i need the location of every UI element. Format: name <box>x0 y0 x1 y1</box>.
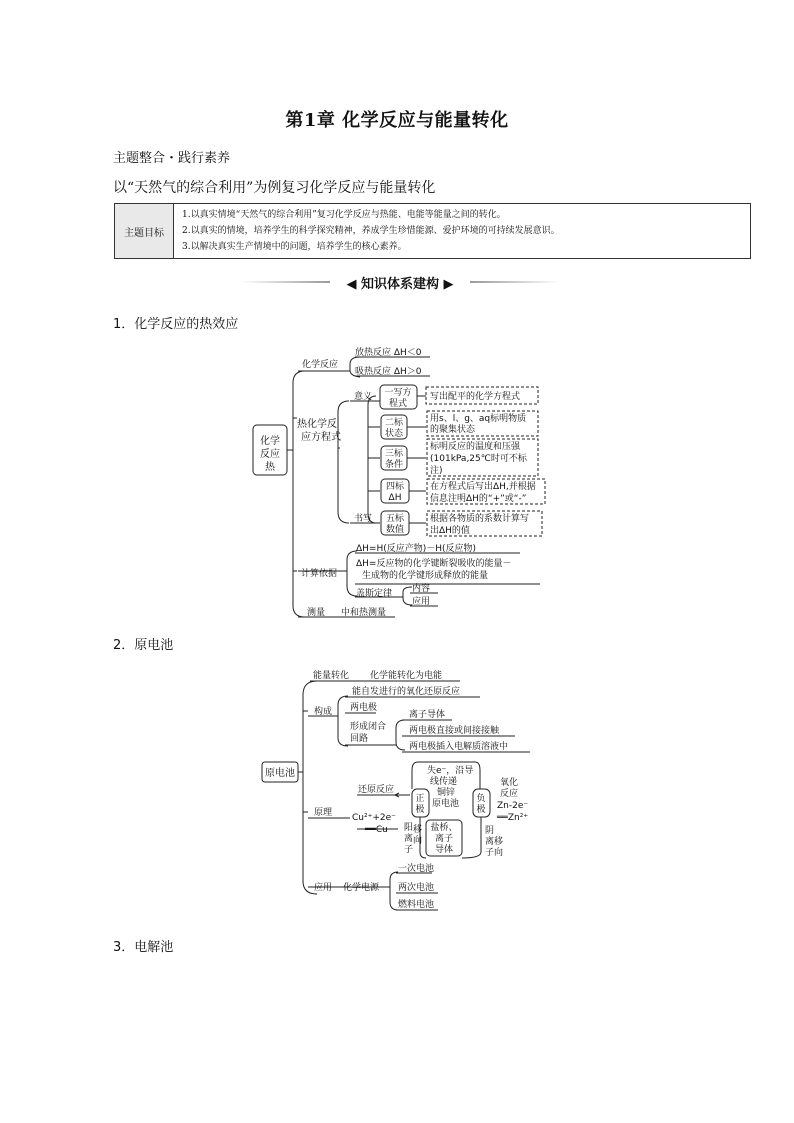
oxidation-label: 氧化 <box>500 778 519 788</box>
salt-bridge: 盐桥、 <box>430 823 458 833</box>
comp-item: 能自发进行的氧化还原反应 <box>352 687 461 697</box>
left-arrow-icon: ◀ <box>346 277 357 292</box>
comp-item: 回路 <box>350 734 369 744</box>
anion-move: 子 <box>485 848 495 858</box>
step-key: 四标 <box>385 482 405 492</box>
step-key: 五标 <box>385 514 405 524</box>
cation-move: 阳 <box>404 823 414 833</box>
goal-table-head: 主题目标 <box>115 204 174 259</box>
step-key: 三标 <box>384 449 404 459</box>
electron-path: 失e⁻，沿导 <box>427 766 474 776</box>
node-writing: 书写 <box>354 514 373 524</box>
step-desc: 写出配平的化学方程式 <box>430 392 521 402</box>
node-application: 应用 <box>314 883 333 893</box>
comp-item: 两电极 <box>350 703 378 713</box>
anion-move: 移 <box>494 837 504 847</box>
positive-electrode: 正 <box>415 794 425 804</box>
chem-source: 化学电源 <box>343 883 380 893</box>
node-calc-basis: 计算依据 <box>301 569 338 579</box>
step-desc: 出ΔH的值 <box>430 526 470 536</box>
section-heading-1: 1．化学反应的热效应 <box>113 317 239 332</box>
section-heading-3: 3．电解池 <box>113 940 174 955</box>
calc-formula-2: 生成物的化学键形成释放的能量 <box>362 571 489 581</box>
cation-move: 移 <box>413 825 423 835</box>
banner-text: 知识体系建构 <box>360 277 439 292</box>
electron-path: 线传递 <box>430 777 458 787</box>
zn-equation: Zn-2e⁻ <box>497 801 529 811</box>
anion-move: 离 <box>485 837 495 847</box>
electron-path: 原电池 <box>432 799 460 809</box>
positive-electrode: 极 <box>415 805 425 815</box>
negative-electrode: 负 <box>476 794 486 804</box>
salt-bridge: 离子 <box>434 834 454 844</box>
section-subtitle: 主题整合・践行素养 <box>113 151 231 166</box>
measure-item: 中和热测量 <box>341 608 387 618</box>
step-key: 状态 <box>384 429 404 439</box>
section-heading-2: 2．原电池 <box>113 638 174 653</box>
app-item: 两次电池 <box>398 883 435 893</box>
salt-bridge: 导体 <box>434 845 454 855</box>
step-desc: 根据各物质的系数计算写 <box>430 514 530 524</box>
cu-equation: ══Cu <box>365 825 388 835</box>
cation-move: 离 <box>404 834 414 844</box>
app-item: 燃料电池 <box>398 900 435 910</box>
comp-sub: 两电极直接或间接接触 <box>409 726 500 736</box>
node-exothermic: 放热反应 ΔH＜0 <box>355 348 422 358</box>
page-title: 第1章 化学反应与能量转化 <box>285 110 509 131</box>
anion-move: 向 <box>494 848 504 858</box>
step-desc: 注) <box>430 466 443 476</box>
goal-item: 2.以真实的情境，培养学生的科学探究精神，养成学生珍惜能源、爱护环境的可持续发展意识。 <box>182 226 560 236</box>
root-text: 热 <box>265 462 275 473</box>
topic-heading: 以“天然气的综合利用”为例复习化学反应与能量转化 <box>113 180 436 196</box>
node-chem-reaction: 化学反应 <box>302 360 339 370</box>
energy-desc: 化学能转化为电能 <box>370 671 443 681</box>
step-desc: 用s、l、g、aq标明物质 <box>430 414 527 424</box>
step-key: 数值 <box>385 525 405 535</box>
step-desc: 的聚集状态 <box>430 425 476 435</box>
comp-sub: 两电极插入电解质溶液中 <box>409 742 509 752</box>
comp-item: 形成闭合 <box>350 722 387 732</box>
cation-move: 向 <box>413 836 423 846</box>
right-arrow-icon: ▶ <box>443 277 454 292</box>
node-thermo-eq: 应方程式 <box>301 432 341 443</box>
cu-equation: Cu²⁺+2e⁻ <box>352 813 396 823</box>
step-desc: 在方程式后写出ΔH,并根据 <box>430 482 536 492</box>
step-desc: (101kPa,25℃时可不标 <box>430 454 527 464</box>
root-text: 化学 <box>260 436 280 447</box>
node-composition: 构成 <box>314 707 333 717</box>
step-key: 一写方 <box>384 388 412 398</box>
node-energy: 能量转化 <box>313 671 350 681</box>
cation-move: 子 <box>404 845 414 855</box>
zn-equation: ══Zn²⁺ <box>497 813 529 823</box>
root-galvanic: 原电池 <box>265 768 295 779</box>
anion-move: 阴 <box>485 826 495 836</box>
electron-path: 铜锌 <box>437 788 456 798</box>
hess-apply: 应用 <box>412 597 431 607</box>
oxidation-label: 反应 <box>500 789 519 799</box>
step-desc: 信息注明ΔH的“+”或“-” <box>430 494 527 504</box>
node-endothermic: 吸热反应 ΔH＞0 <box>355 367 422 377</box>
node-measure: 测量 <box>307 608 326 618</box>
goal-item: 1.以真实情境“天然气的综合利用”复习化学反应与热能、电能等能量之间的转化。 <box>182 210 506 220</box>
reduction-label: 还原反应 <box>358 785 395 795</box>
step-key: 二标 <box>384 418 404 428</box>
app-item: 一次电池 <box>398 864 435 874</box>
goal-item: 3.以解决真实生产情境中的问题，培养学生的核心素养。 <box>182 242 407 252</box>
node-thermo-eq: 热化学反 <box>297 419 337 430</box>
calc-formula-1: ΔH=H(反应产物)－H(反应物) <box>356 544 477 554</box>
step-key: 条件 <box>384 460 404 470</box>
node-principle: 原理 <box>314 808 333 818</box>
step-key: ΔH <box>388 493 402 503</box>
node-hess: 盖斯定律 <box>356 589 393 599</box>
hess-content: 内容 <box>412 584 431 594</box>
calc-formula-2: ΔH=反应物的化学键断裂吸收的能量－ <box>356 559 512 569</box>
root-text: 反应 <box>260 449 280 460</box>
negative-electrode: 极 <box>476 805 486 815</box>
step-desc: 标明反应的温度和压强 <box>430 442 521 452</box>
node-meaning: 意义 <box>354 392 373 402</box>
step-key: 程式 <box>388 399 408 409</box>
comp-sub: 离子导体 <box>409 710 446 720</box>
